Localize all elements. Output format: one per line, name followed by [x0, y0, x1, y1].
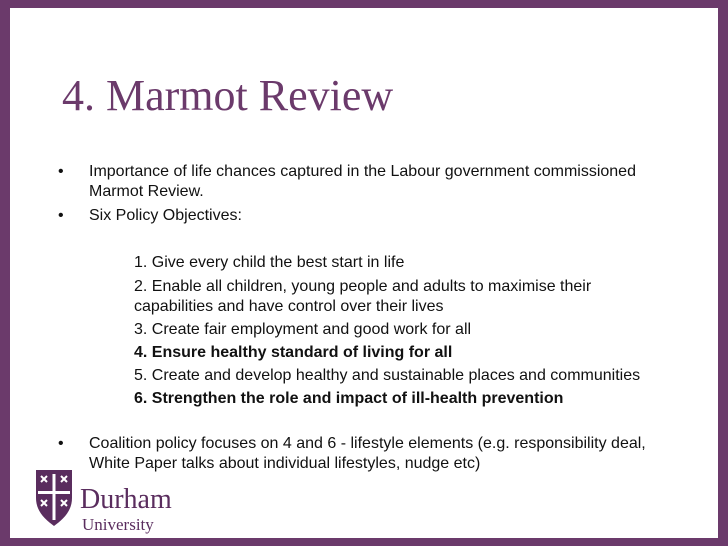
objective-1: [134, 253, 694, 273]
bullet-line: Six Policy Objectives:: [89, 207, 242, 224]
objective-5: [134, 366, 694, 386]
bullet-symbol: •: [58, 207, 64, 224]
bullet-line: Importance of life chances captured in the Labour government commissioned: [89, 163, 636, 180]
objective-line: 4. Ensure healthy standard of living for all: [134, 344, 453, 361]
objective-2: [134, 277, 694, 317]
bullet-line: Marmot Review.: [89, 183, 204, 200]
objective-line: 2. Enable all children, young people and adults to maximise their: [134, 278, 592, 295]
logo-name: Durham: [80, 484, 172, 515]
bullet-text: [89, 206, 689, 226]
objective-line: capabilities and have control over their lives: [134, 298, 444, 315]
objective-6: [134, 389, 694, 409]
objective-line: 6. Strengthen the role and impact of ill-health prevention: [134, 390, 564, 407]
objective-line: 1. Give every child the best start in life: [134, 254, 405, 271]
bullet-line: Coalition policy focuses on 4 and 6 - lifestyle elements (e.g. responsibility deal,: [89, 435, 646, 452]
crest-icon: [34, 468, 74, 528]
bullet-symbol: •: [58, 435, 64, 452]
objective-4: [134, 343, 694, 363]
slide-title: 4. Marmot Review: [62, 71, 394, 120]
durham-university-logo: [34, 468, 204, 534]
bullet-text: [89, 162, 689, 202]
slide: [10, 8, 718, 538]
logo-subtitle: University: [82, 515, 154, 534]
objective-3: [134, 320, 694, 340]
bullet-symbol: •: [58, 163, 64, 180]
objective-line: 3. Create fair employment and good work for all: [134, 321, 472, 338]
bullet-line: White Paper talks about individual lifestyles, nudge etc): [89, 455, 481, 472]
objective-line: 5. Create and develop healthy and sustainable places and communities: [134, 367, 641, 384]
